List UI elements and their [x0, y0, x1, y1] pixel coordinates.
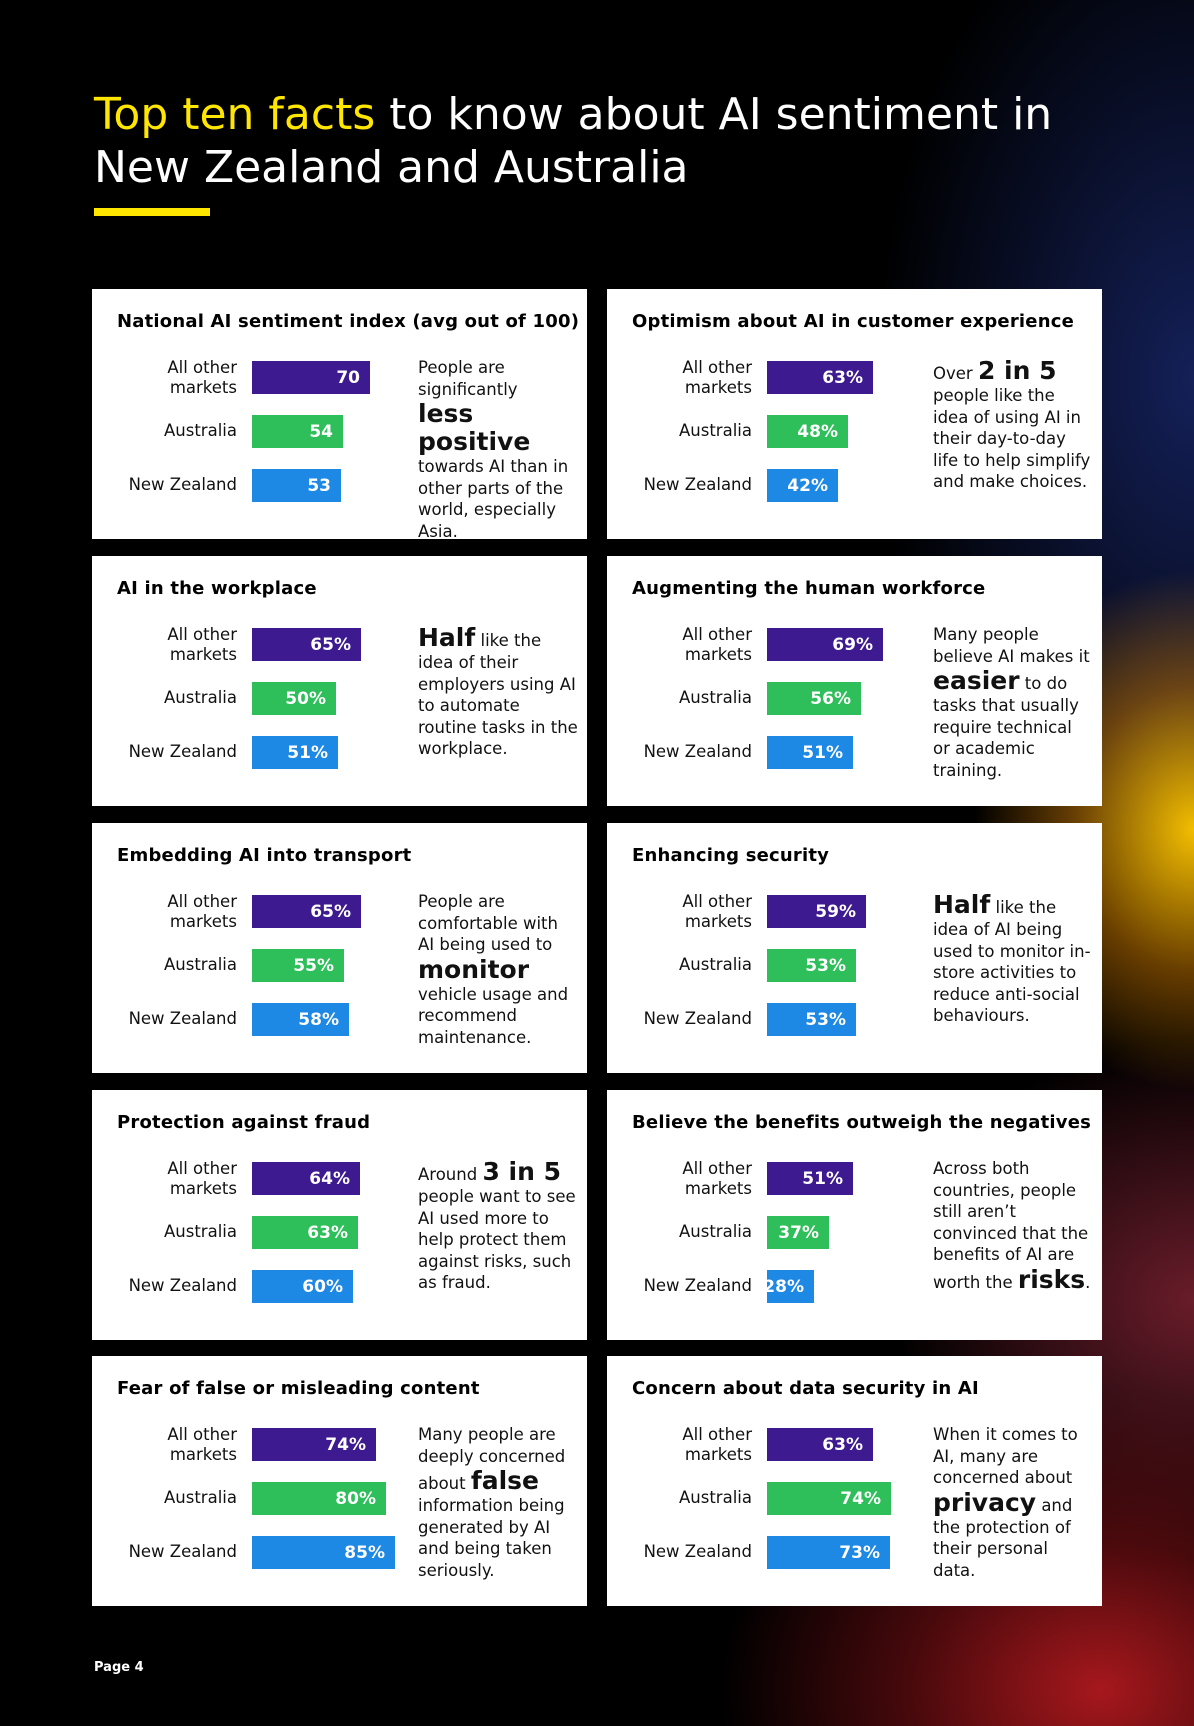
description-text: vehicle usage and recommend maintenance. [418, 984, 569, 1047]
bar-label-all-other-markets: All other markets [167, 1425, 237, 1464]
fact-card [607, 823, 1102, 1073]
card-description [418, 624, 578, 760]
emphasis-text: Half [418, 623, 476, 652]
bar-australia: 55% [252, 949, 344, 982]
bar-new-zealand: 42% [767, 469, 838, 502]
emphasis-text: monitor [418, 954, 530, 984]
bar-label-all-other-markets: All other markets [682, 358, 752, 397]
description-text: like the idea of their employers using AI to automate routine tasks in the workplace. [418, 631, 578, 758]
bar-australia: 63% [252, 1216, 358, 1249]
description-text: towards AI than in other parts of the world, especially Asia. [418, 457, 569, 541]
card-title: Enhancing security [632, 845, 830, 866]
description-text: Many people believe AI makes it [933, 625, 1090, 666]
card-description [933, 891, 1093, 1027]
bar-label-new-zealand: New Zealand [643, 475, 752, 494]
page-title [94, 88, 1134, 194]
bar-label-new-zealand: New Zealand [128, 1276, 237, 1295]
bar-all-other-markets: 65% [252, 628, 361, 661]
description-text: people want to see AI used more to help protect them against risks, such as fraud. [418, 1187, 576, 1292]
bar-label-new-zealand: New Zealand [643, 1276, 752, 1295]
card-description [933, 1158, 1093, 1294]
bar-new-zealand: 51% [767, 736, 853, 769]
emphasis-text: easier [933, 666, 1020, 695]
card-title: Concern about data security in AI [632, 1378, 979, 1399]
bar-australia: 53% [767, 949, 856, 982]
description-text: Over [933, 364, 978, 383]
fact-card [607, 289, 1102, 539]
bar-australia: 74% [767, 1482, 891, 1515]
description-text: Across both countries, people still aren’t convinced that the benefits of AI are worth the [933, 1159, 1089, 1292]
card-description [418, 891, 578, 1048]
emphasis-text: 3 in 5 [482, 1157, 562, 1186]
card-description [418, 1424, 578, 1581]
description-text: People are comfortable with AI being used to [418, 892, 558, 954]
description-text: . [1085, 1272, 1091, 1292]
bar-label-australia: Australia [679, 688, 752, 707]
bar-all-other-markets: 70 [252, 361, 370, 394]
bar-label-all-other-markets: All other markets [167, 358, 237, 397]
bar-new-zealand: 58% [252, 1003, 349, 1036]
description-text: people like the idea of using AI in their day-to-day life to help simplify and make choices. [933, 386, 1091, 491]
title-rest: to know about AI sentiment in New Zealand and Australia [94, 89, 1053, 193]
bar-label-australia: Australia [679, 955, 752, 974]
bar-label-australia: Australia [164, 1488, 237, 1507]
bar-label-australia: Australia [164, 955, 237, 974]
bar-australia: 80% [252, 1482, 386, 1515]
emphasis-text: 2 in 5 [977, 356, 1057, 385]
card-title: Protection against fraud [117, 1112, 371, 1133]
description-text: Around [418, 1165, 483, 1184]
bar-new-zealand: 73% [767, 1536, 890, 1569]
bar-label-all-other-markets: All other markets [682, 625, 752, 664]
bar-label-new-zealand: New Zealand [643, 742, 752, 761]
bar-all-other-markets: 59% [767, 895, 866, 928]
card-title: Augmenting the human workforce [632, 578, 986, 599]
bar-label-new-zealand: New Zealand [643, 1009, 752, 1028]
card-description [933, 357, 1093, 493]
bar-label-new-zealand: New Zealand [643, 1542, 752, 1561]
bar-australia: 54 [252, 415, 343, 448]
bar-australia: 48% [767, 415, 848, 448]
bar-label-australia: Australia [679, 421, 752, 440]
description-text: People are significantly [418, 358, 518, 399]
bar-new-zealand: 53 [252, 469, 341, 502]
card-description [933, 624, 1093, 781]
card-description [418, 1158, 578, 1294]
card-title: National AI sentiment index (avg out of 100) [117, 311, 580, 332]
bar-label-new-zealand: New Zealand [128, 742, 237, 761]
bar-label-all-other-markets: All other markets [682, 1425, 752, 1464]
bar-all-other-markets: 63% [767, 361, 873, 394]
bar-new-zealand: 85% [252, 1536, 395, 1569]
card-description [418, 357, 578, 542]
bar-new-zealand: 51% [252, 736, 338, 769]
title-underline [94, 208, 210, 216]
description-text: Many people are deeply concerned about [418, 1425, 566, 1493]
card-title: Optimism about AI in customer experience [632, 311, 1074, 332]
bar-australia: 56% [767, 682, 861, 715]
card-description [933, 1424, 1093, 1581]
emphasis-text: false [470, 1466, 540, 1495]
bar-all-other-markets: 74% [252, 1428, 376, 1461]
bar-label-australia: Australia [164, 421, 237, 440]
fact-card [92, 1090, 587, 1340]
bar-australia: 50% [252, 682, 336, 715]
bar-all-other-markets: 64% [252, 1162, 360, 1195]
bar-new-zealand: 28% [767, 1270, 814, 1303]
fact-card [607, 1356, 1102, 1606]
page-number: Page 4 [94, 1660, 144, 1675]
bar-label-australia: Australia [164, 1222, 237, 1241]
bar-all-other-markets: 63% [767, 1428, 873, 1461]
bar-label-all-other-markets: All other markets [682, 892, 752, 931]
emphasis-text: risks [1017, 1264, 1086, 1294]
emphasis-text: privacy [933, 1487, 1037, 1517]
card-title: Believe the benefits outweigh the negatives [632, 1112, 1092, 1133]
description-text: When it comes to AI, many are concerned about [933, 1425, 1078, 1487]
description-text: to do tasks that usually require technical or academic training. [933, 674, 1079, 780]
bar-label-all-other-markets: All other markets [167, 625, 237, 664]
bar-label-australia: Australia [164, 688, 237, 707]
fact-card [92, 556, 587, 806]
description-text: information being generated by AI and being taken seriously. [418, 1496, 565, 1580]
card-title: Fear of false or misleading content [117, 1378, 480, 1399]
bar-all-other-markets: 65% [252, 895, 361, 928]
bar-all-other-markets: 51% [767, 1162, 853, 1195]
bar-label-australia: Australia [679, 1488, 752, 1507]
fact-card [92, 823, 587, 1073]
fact-card [92, 1356, 587, 1606]
card-title: Embedding AI into transport [117, 845, 412, 866]
bar-label-australia: Australia [679, 1222, 752, 1241]
bar-label-all-other-markets: All other markets [167, 892, 237, 931]
card-title: AI in the workplace [117, 578, 317, 599]
description-text: and the protection of their personal data. [933, 1495, 1073, 1580]
fact-card [607, 1090, 1102, 1340]
emphasis-text: Half [933, 890, 991, 919]
description-text: like the idea of AI being used to monitor in-store activities to reduce anti-social behaviours. [933, 898, 1091, 1025]
fact-card [92, 289, 587, 539]
bar-label-all-other-markets: All other markets [167, 1159, 237, 1198]
emphasis-text: less positive [418, 399, 531, 456]
title-highlight: Top ten facts [94, 89, 376, 140]
bar-new-zealand: 53% [767, 1003, 856, 1036]
bar-label-new-zealand: New Zealand [128, 475, 237, 494]
bar-australia: 37% [767, 1216, 829, 1249]
bar-new-zealand: 60% [252, 1270, 353, 1303]
bar-label-new-zealand: New Zealand [128, 1009, 237, 1028]
bar-label-new-zealand: New Zealand [128, 1542, 237, 1561]
bar-label-all-other-markets: All other markets [682, 1159, 752, 1198]
fact-card [607, 556, 1102, 806]
bar-all-other-markets: 69% [767, 628, 883, 661]
